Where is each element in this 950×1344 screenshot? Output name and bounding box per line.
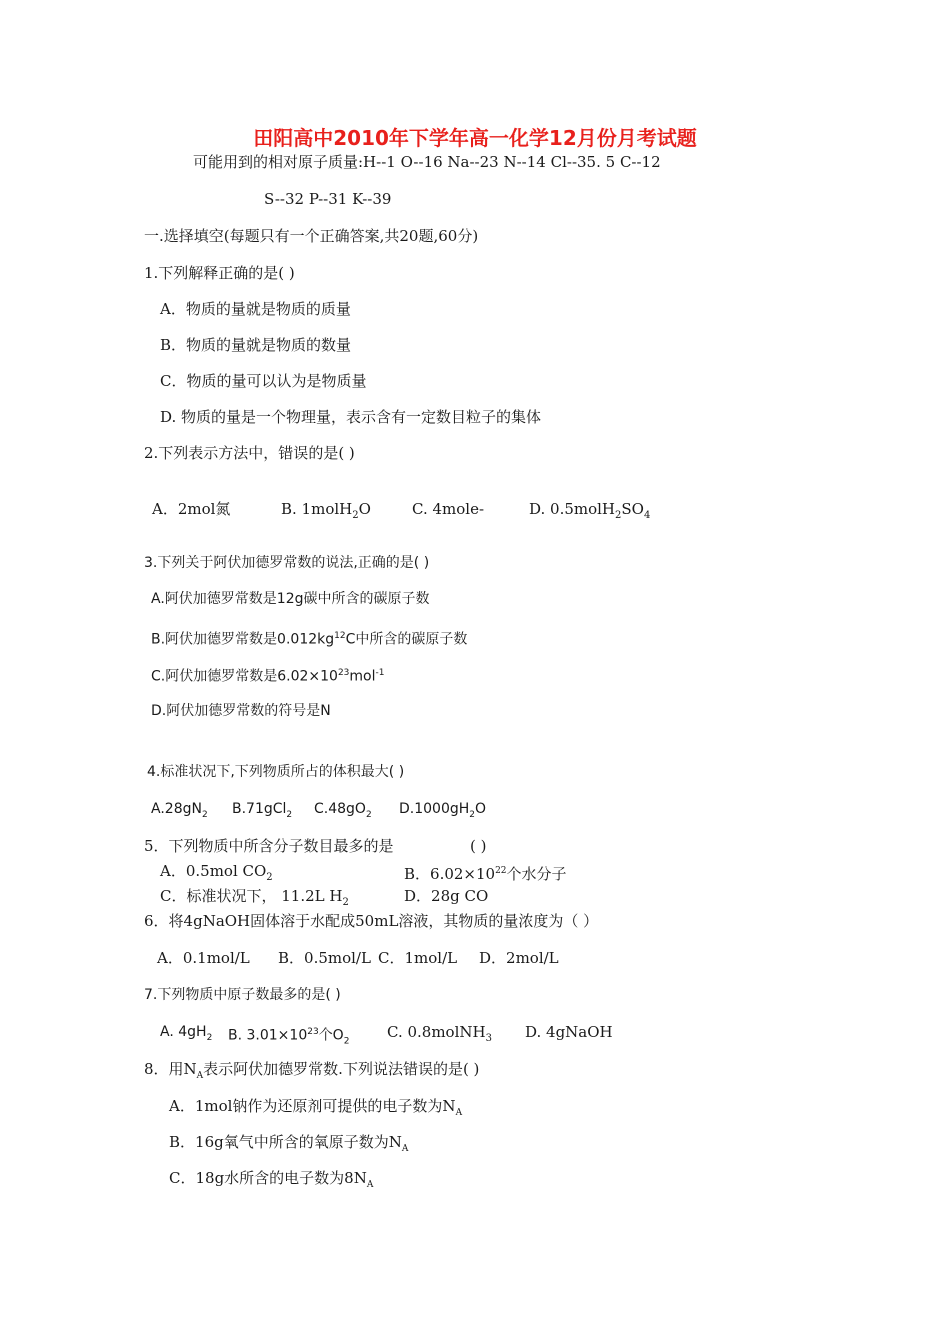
q2-option-d: D. $0.5molH_2SO_4$ <box>529 500 651 521</box>
q8-option-a: A．1mol钠作为还原剂可提供的电子数为$N_A$ <box>169 1097 463 1118</box>
q1-option-b: B．物质的量就是物质的数量 <box>160 336 352 354</box>
q3-option-d: D.阿伏加德罗常数的符号是N <box>151 703 331 719</box>
q8-stem: 8．用$N_A$表示阿伏加德罗常数.下列说法错误的是( ) <box>144 1060 480 1081</box>
q5-option-c: C．标准状况下， 11.2L $H_2$ <box>160 887 349 908</box>
q7-option-d: D. 4gNaOH <box>525 1023 613 1041</box>
q3-stem: 3.下列关于阿伏加德罗常数的说法,正确的是( ) <box>144 555 430 571</box>
q1-option-d: D. 物质的量是一个物理量，表示含有一定数目粒子的集体 <box>160 408 542 426</box>
q4-stem: 4.标准状况下,下列物质所占的体积最大( ) <box>147 764 405 780</box>
q6-stem: 6．将4gNaOH固体溶于水配成50mL溶液，其物质的量浓度为（ ） <box>144 912 599 930</box>
q2-option-c: C. 4mole- <box>412 500 485 518</box>
q4-option-b: B.71gCl$_2$ <box>232 801 293 820</box>
q1-option-a: A．物质的量就是物质的质量 <box>160 300 351 318</box>
q8-option-c: C．18g水所含的电子数为$8N_A$ <box>169 1169 374 1190</box>
q7-option-a: A. $4gH_2$ <box>160 1024 213 1043</box>
q7-option-c: C. 0.8molNH$_3$ <box>387 1023 492 1044</box>
q2-option-a: A．2mol氮 <box>152 500 231 518</box>
q1-option-c: C．物质的量可以认为是物质量 <box>160 372 367 390</box>
atomic-mass-line-2: S--32 P--31 K--39 <box>264 190 392 208</box>
q4-option-c: $C.48gO_2$ <box>314 801 372 820</box>
q7-stem: 7.下列物质中原子数最多的是( ) <box>144 987 341 1003</box>
q3-option-a: A.阿伏加德罗常数是12g碳中所含的碳原子数 <box>151 591 430 607</box>
q4-option-d: $D.1000gH_2O$ <box>399 801 487 820</box>
section-heading: 一.选择填空(每题只有一个正确答案,共20题,60分) <box>144 227 479 245</box>
atomic-mass-line-1: 可能用到的相对原子质量:H--1 O--16 Na--23 N--14 Cl--35. 5 C--12 <box>193 153 661 171</box>
q5-answer-paren: ( ) <box>470 837 487 855</box>
q3-option-b: B.阿伏加德罗常数是$0.012kg^{12}C$中所含的碳原子数 <box>151 631 468 648</box>
q6-option-d: D．2mol/L <box>479 949 559 967</box>
q6-option-a: A．0.1mol/L <box>157 949 250 967</box>
q5-option-a: A．0.5mol $CO_2$ <box>160 862 273 883</box>
q2-option-b: B. 1molH$_2$O <box>281 500 371 521</box>
q5-option-b: B．$6.02\times 10^{22}$个水分子 <box>404 865 567 883</box>
q7-option-b: B. $3.01\times 10^{23}$个$O_2$ <box>228 1027 350 1047</box>
q3-option-c: C.阿伏加德罗常数是$6.02\times 10^{23}mol^{-1}$ <box>151 668 385 685</box>
q1-stem: 1.下列解释正确的是( ) <box>144 264 295 282</box>
q5-option-d: D．28g CO <box>404 887 489 905</box>
page-title: 田阳高中2010年下学年高一化学12月份月考试题 <box>253 126 697 150</box>
q8-option-b: B．16g氧气中所含的氧原子数为$N_A$ <box>169 1133 409 1154</box>
q6-option-c: C．1mol/L <box>378 949 458 967</box>
q4-option-a: $A.28gN_2$ <box>151 801 208 820</box>
q6-option-b: B．0.5mol/L <box>278 949 371 967</box>
q2-stem: 2.下列表示方法中，错误的是( ) <box>144 444 355 462</box>
q5-stem: 5．下列物质中所含分子数目最多的是 <box>144 837 394 855</box>
